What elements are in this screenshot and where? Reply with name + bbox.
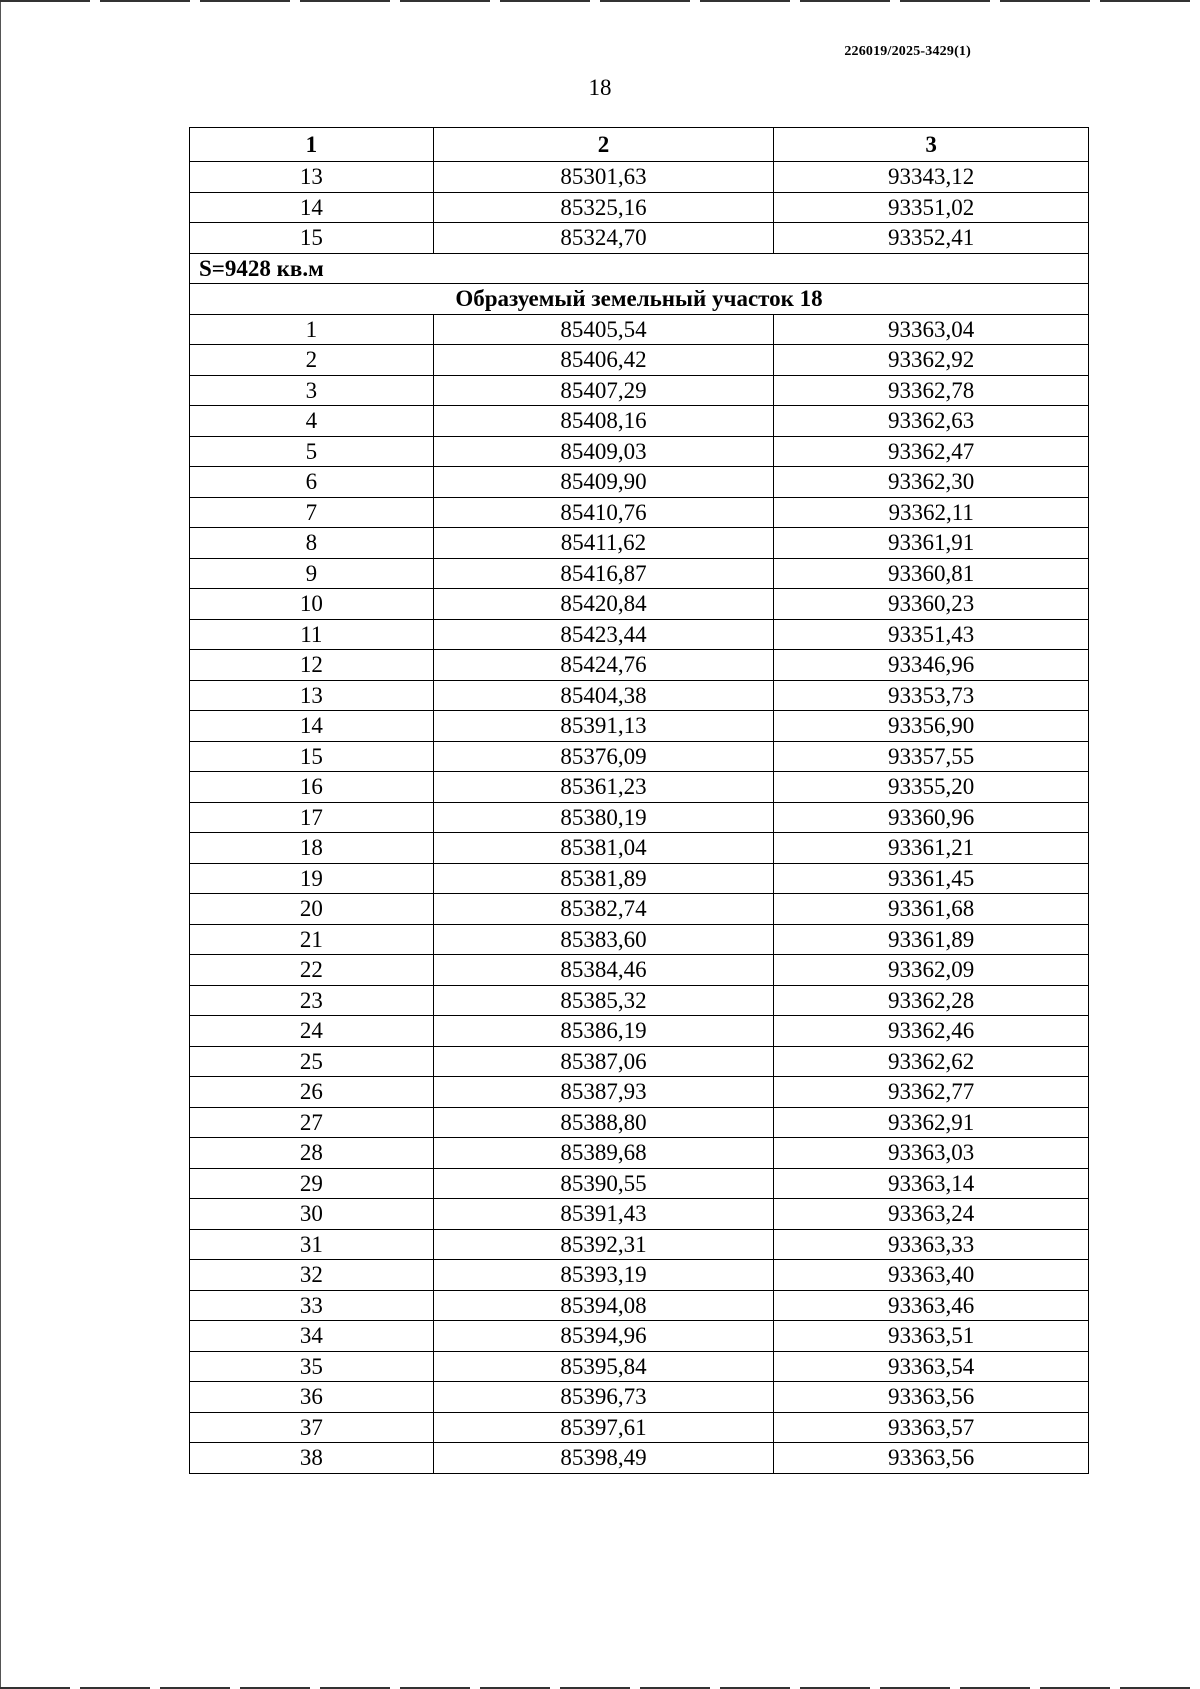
point-number-cell: 21	[190, 924, 434, 955]
table-row	[190, 1077, 1089, 1108]
y-coordinate-cell: 93361,68	[774, 894, 1089, 925]
table-row	[190, 1046, 1089, 1077]
y-coordinate-cell: 93362,09	[774, 955, 1089, 986]
point-number-cell: 34	[190, 1321, 434, 1352]
rows-before-section	[190, 162, 1089, 254]
table-row	[190, 1260, 1089, 1291]
table-row	[190, 436, 1089, 467]
y-coordinate-cell: 93363,04	[774, 314, 1089, 345]
y-coordinate-cell: 93363,57	[774, 1412, 1089, 1443]
y-coordinate-cell: 93363,56	[774, 1382, 1089, 1413]
y-coordinate-cell: 93363,24	[774, 1199, 1089, 1230]
y-coordinate-cell: 93360,23	[774, 589, 1089, 620]
x-coordinate-cell: 85423,44	[433, 619, 774, 650]
point-number-cell: 3	[190, 375, 434, 406]
table-row	[190, 1321, 1089, 1352]
table-row	[190, 497, 1089, 528]
x-coordinate-cell: 85408,16	[433, 406, 774, 437]
x-coordinate-cell: 85409,90	[433, 467, 774, 498]
x-coordinate-cell: 85388,80	[433, 1107, 774, 1138]
x-coordinate-cell: 85386,19	[433, 1016, 774, 1047]
table-row	[190, 802, 1089, 833]
table-row	[190, 1443, 1089, 1474]
x-coordinate-cell: 85387,06	[433, 1046, 774, 1077]
y-coordinate-cell: 93353,73	[774, 680, 1089, 711]
section-title: Образуемый земельный участок 18	[190, 284, 1089, 315]
point-number-cell: 30	[190, 1199, 434, 1230]
y-coordinate-cell: 93362,92	[774, 345, 1089, 376]
y-coordinate-cell: 93363,33	[774, 1229, 1089, 1260]
point-number-cell: 27	[190, 1107, 434, 1138]
table-header-row	[190, 128, 1089, 162]
point-number-cell: 1	[190, 314, 434, 345]
x-coordinate-cell: 85382,74	[433, 894, 774, 925]
point-number-cell: 38	[190, 1443, 434, 1474]
point-number-cell: 4	[190, 406, 434, 437]
point-number-cell: 11	[190, 619, 434, 650]
table-row	[190, 1382, 1089, 1413]
table-row	[190, 467, 1089, 498]
y-coordinate-cell: 93361,21	[774, 833, 1089, 864]
x-coordinate-cell: 85407,29	[433, 375, 774, 406]
x-coordinate-cell: 85381,04	[433, 833, 774, 864]
point-number-cell: 12	[190, 650, 434, 681]
column-header: 2	[433, 128, 774, 162]
point-number-cell: 16	[190, 772, 434, 803]
point-number-cell: 14	[190, 192, 434, 223]
y-coordinate-cell: 93362,62	[774, 1046, 1089, 1077]
point-number-cell: 24	[190, 1016, 434, 1047]
point-number-cell: 31	[190, 1229, 434, 1260]
table-row	[190, 223, 1089, 254]
table-row	[190, 558, 1089, 589]
table-row	[190, 1412, 1089, 1443]
table-row	[190, 741, 1089, 772]
page-number: 18	[588, 75, 612, 100]
x-coordinate-cell: 85380,19	[433, 802, 774, 833]
y-coordinate-cell: 93355,20	[774, 772, 1089, 803]
document-id: 226019/2025-3429(1)	[844, 44, 971, 59]
point-number-cell: 6	[190, 467, 434, 498]
point-number-cell: 22	[190, 955, 434, 986]
top-scan-rule	[0, 0, 1200, 2]
column-header: 3	[774, 128, 1089, 162]
table-row	[190, 955, 1089, 986]
x-coordinate-cell: 85394,96	[433, 1321, 774, 1352]
table-row	[190, 711, 1089, 742]
point-number-cell: 13	[190, 680, 434, 711]
point-number-cell: 35	[190, 1351, 434, 1382]
point-number-cell: 20	[190, 894, 434, 925]
area-label: S=9428 кв.м	[190, 253, 1089, 284]
x-coordinate-cell: 85391,43	[433, 1199, 774, 1230]
table-row	[190, 375, 1089, 406]
table-row	[190, 1199, 1089, 1230]
point-number-cell: 13	[190, 162, 434, 193]
point-number-cell: 7	[190, 497, 434, 528]
x-coordinate-cell: 85391,13	[433, 711, 774, 742]
point-number-cell: 18	[190, 833, 434, 864]
point-number-cell: 2	[190, 345, 434, 376]
y-coordinate-cell: 93360,96	[774, 802, 1089, 833]
table-row	[190, 406, 1089, 437]
x-coordinate-cell: 85398,49	[433, 1443, 774, 1474]
point-number-cell: 10	[190, 589, 434, 620]
x-coordinate-cell: 85389,68	[433, 1138, 774, 1169]
table-row	[190, 680, 1089, 711]
y-coordinate-cell: 93362,91	[774, 1107, 1089, 1138]
x-coordinate-cell: 85392,31	[433, 1229, 774, 1260]
x-coordinate-cell: 85301,63	[433, 162, 774, 193]
x-coordinate-cell: 85395,84	[433, 1351, 774, 1382]
y-coordinate-cell: 93362,63	[774, 406, 1089, 437]
y-coordinate-cell: 93356,90	[774, 711, 1089, 742]
rows-after-section	[190, 314, 1089, 1473]
point-number-cell: 23	[190, 985, 434, 1016]
table-row	[190, 314, 1089, 345]
y-coordinate-cell: 93362,11	[774, 497, 1089, 528]
table-row	[190, 1138, 1089, 1169]
point-number-cell: 25	[190, 1046, 434, 1077]
table-row	[190, 833, 1089, 864]
y-coordinate-cell: 93362,47	[774, 436, 1089, 467]
y-coordinate-cell: 93363,54	[774, 1351, 1089, 1382]
table-row	[190, 1168, 1089, 1199]
table-row	[190, 589, 1089, 620]
x-coordinate-cell: 85416,87	[433, 558, 774, 589]
table-row	[190, 1107, 1089, 1138]
point-number-cell: 37	[190, 1412, 434, 1443]
x-coordinate-cell: 85393,19	[433, 1260, 774, 1291]
x-coordinate-cell: 85384,46	[433, 955, 774, 986]
x-coordinate-cell: 85404,38	[433, 680, 774, 711]
point-number-cell: 33	[190, 1290, 434, 1321]
point-number-cell: 26	[190, 1077, 434, 1108]
section-break	[190, 253, 1089, 314]
point-number-cell: 36	[190, 1382, 434, 1413]
table-row	[190, 894, 1089, 925]
point-number-cell: 15	[190, 223, 434, 254]
section-title-row	[190, 284, 1089, 315]
table-row	[190, 1016, 1089, 1047]
y-coordinate-cell: 93363,51	[774, 1321, 1089, 1352]
point-number-cell: 9	[190, 558, 434, 589]
y-coordinate-cell: 93360,81	[774, 558, 1089, 589]
table-row	[190, 1229, 1089, 1260]
table-row	[190, 1290, 1089, 1321]
y-coordinate-cell: 93362,77	[774, 1077, 1089, 1108]
y-coordinate-cell: 93362,46	[774, 1016, 1089, 1047]
point-number-cell: 28	[190, 1138, 434, 1169]
y-coordinate-cell: 93352,41	[774, 223, 1089, 254]
y-coordinate-cell: 93346,96	[774, 650, 1089, 681]
y-coordinate-cell: 93363,40	[774, 1260, 1089, 1291]
table-row	[190, 619, 1089, 650]
point-number-cell: 29	[190, 1168, 434, 1199]
table-row	[190, 1351, 1089, 1382]
table-row	[190, 345, 1089, 376]
page-edge	[0, 0, 1, 1689]
y-coordinate-cell: 93351,02	[774, 192, 1089, 223]
y-coordinate-cell: 93361,91	[774, 528, 1089, 559]
table-row	[190, 650, 1089, 681]
x-coordinate-cell: 85420,84	[433, 589, 774, 620]
y-coordinate-cell: 93357,55	[774, 741, 1089, 772]
x-coordinate-cell: 85324,70	[433, 223, 774, 254]
x-coordinate-cell: 85410,76	[433, 497, 774, 528]
x-coordinate-cell: 85376,09	[433, 741, 774, 772]
point-number-cell: 17	[190, 802, 434, 833]
table-row	[190, 162, 1089, 193]
y-coordinate-cell: 93363,56	[774, 1443, 1089, 1474]
x-coordinate-cell: 85381,89	[433, 863, 774, 894]
table-row	[190, 924, 1089, 955]
table-row	[190, 985, 1089, 1016]
coordinates-table	[189, 127, 1089, 1474]
column-header: 1	[190, 128, 434, 162]
y-coordinate-cell: 93363,14	[774, 1168, 1089, 1199]
point-number-cell: 14	[190, 711, 434, 742]
x-coordinate-cell: 85394,08	[433, 1290, 774, 1321]
x-coordinate-cell: 85397,61	[433, 1412, 774, 1443]
y-coordinate-cell: 93361,89	[774, 924, 1089, 955]
x-coordinate-cell: 85406,42	[433, 345, 774, 376]
point-number-cell: 15	[190, 741, 434, 772]
x-coordinate-cell: 85411,62	[433, 528, 774, 559]
area-row	[190, 253, 1089, 284]
x-coordinate-cell: 85390,55	[433, 1168, 774, 1199]
y-coordinate-cell: 93343,12	[774, 162, 1089, 193]
point-number-cell: 19	[190, 863, 434, 894]
x-coordinate-cell: 85385,32	[433, 985, 774, 1016]
x-coordinate-cell: 85383,60	[433, 924, 774, 955]
point-number-cell: 32	[190, 1260, 434, 1291]
y-coordinate-cell: 93361,45	[774, 863, 1089, 894]
table-row	[190, 192, 1089, 223]
x-coordinate-cell: 85325,16	[433, 192, 774, 223]
table-row	[190, 863, 1089, 894]
x-coordinate-cell: 85424,76	[433, 650, 774, 681]
x-coordinate-cell: 85396,73	[433, 1382, 774, 1413]
table-row	[190, 528, 1089, 559]
point-number-cell: 5	[190, 436, 434, 467]
table-row	[190, 772, 1089, 803]
y-coordinate-cell: 93362,30	[774, 467, 1089, 498]
y-coordinate-cell: 93363,46	[774, 1290, 1089, 1321]
point-number-cell: 8	[190, 528, 434, 559]
x-coordinate-cell: 85409,03	[433, 436, 774, 467]
y-coordinate-cell: 93362,78	[774, 375, 1089, 406]
x-coordinate-cell: 85387,93	[433, 1077, 774, 1108]
y-coordinate-cell: 93362,28	[774, 985, 1089, 1016]
y-coordinate-cell: 93363,03	[774, 1138, 1089, 1169]
x-coordinate-cell: 85405,54	[433, 314, 774, 345]
x-coordinate-cell: 85361,23	[433, 772, 774, 803]
y-coordinate-cell: 93351,43	[774, 619, 1089, 650]
